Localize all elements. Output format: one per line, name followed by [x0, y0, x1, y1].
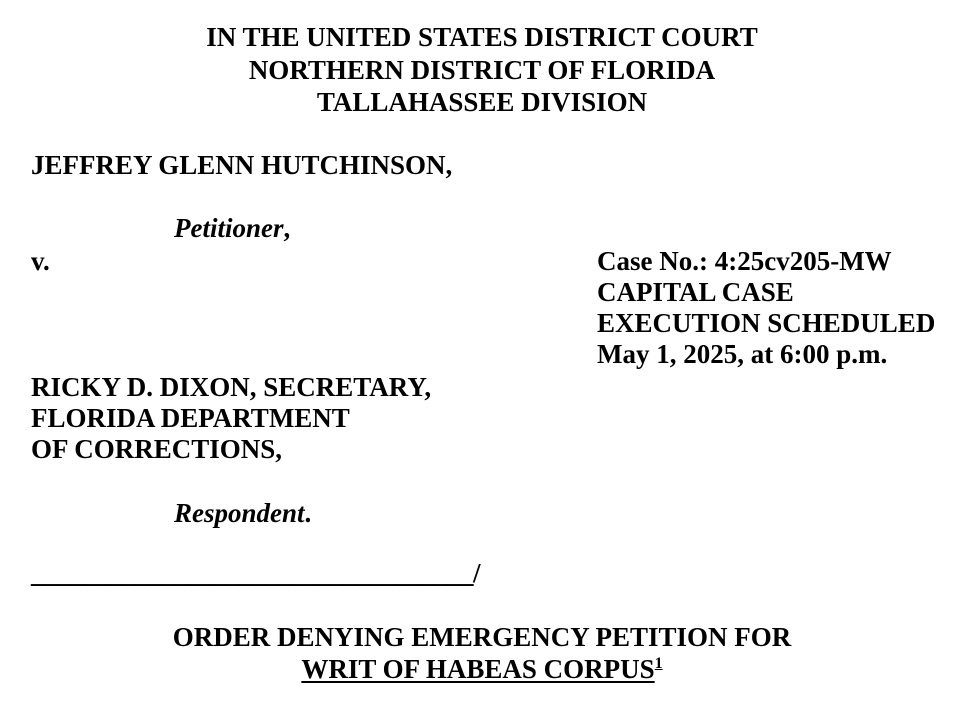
order-title-writ: WRIT OF HABEAS CORPUS	[301, 654, 655, 684]
caption-separator: __________________________________/	[31, 558, 481, 588]
case-number: Case No.: 4:25cv205-MW	[597, 246, 892, 276]
respondent-role	[174, 498, 311, 529]
court-name: IN THE UNITED STATES DISTRICT COURT	[206, 22, 758, 52]
respondent-line3: OF CORRECTIONS,	[31, 434, 283, 464]
petitioner-role-suffix: ,	[283, 213, 291, 243]
respondent-line2: FLORIDA DEPARTMENT	[31, 403, 350, 433]
execution-date: May 1, 2025, at 6:00 p.m.	[597, 339, 888, 369]
petitioner-name: JEFFREY GLENN HUTCHINSON,	[31, 150, 453, 180]
execution-scheduled-label: EXECUTION SCHEDULED	[597, 308, 936, 338]
court-district: NORTHERN DISTRICT OF FLORIDA	[248, 55, 716, 85]
order-title-line1: ORDER DENYING EMERGENCY PETITION FOR	[172, 622, 792, 652]
respondent-role-suffix: .	[304, 498, 312, 528]
petitioner-role	[174, 213, 290, 244]
respondent-role-label: Respondent	[174, 498, 305, 528]
petitioner-role-label: Petitioner	[174, 213, 284, 243]
court-division: TALLAHASSEE DIVISION	[316, 87, 648, 117]
respondent-line1: RICKY D. DIXON, SECRETARY,	[31, 372, 432, 402]
versus: v.	[31, 246, 50, 276]
order-title-line2	[0, 654, 964, 685]
capital-case-label: CAPITAL CASE	[597, 277, 794, 307]
footnote-marker[interactable]: 1	[654, 655, 663, 672]
